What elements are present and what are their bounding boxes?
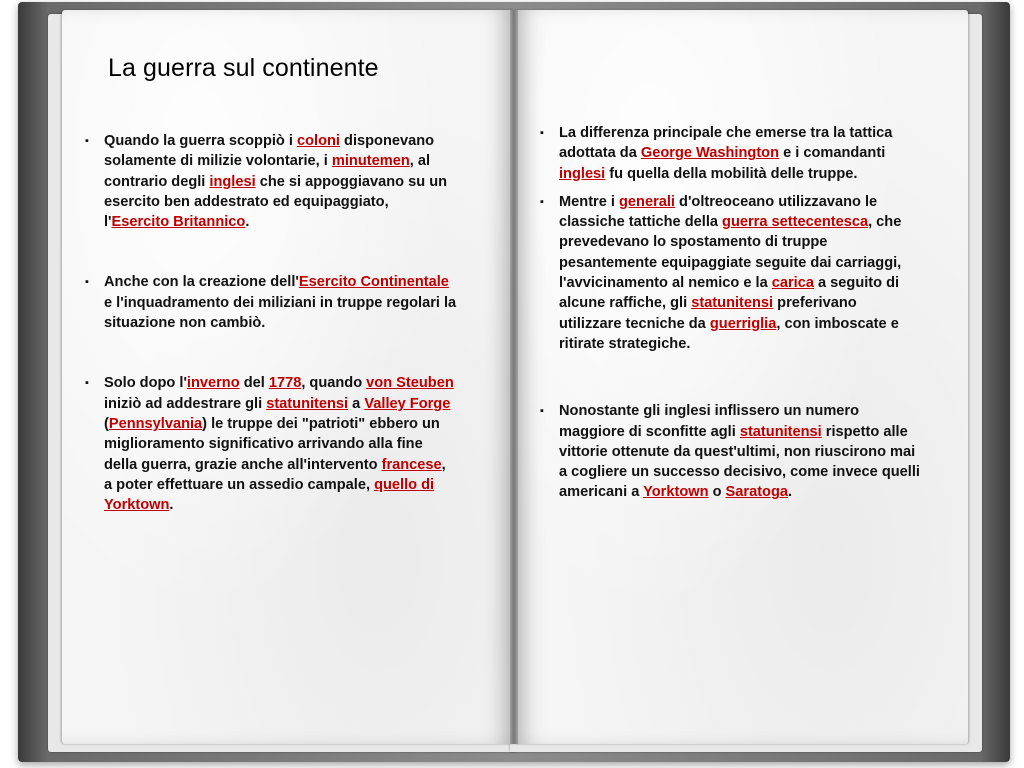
- bullet-text: disponevano solamente di milizie volontarie, i: [104, 133, 435, 170]
- bullet-text: iniziò ad addestrare gli: [104, 395, 267, 412]
- bullet-text: a: [348, 395, 365, 412]
- bullet-text: (: [104, 415, 109, 432]
- bullet-text: ) le truppe dei "patrioti" ebbero un miglioramento significativo arrivando alla fine della guerra, grazie anche all'intervento: [104, 415, 440, 473]
- bullet-text: , a poter effettuare un assedio campale,: [104, 456, 446, 493]
- bullet-text: , quando: [301, 375, 367, 392]
- bullet-text: e i comandanti: [779, 145, 886, 162]
- hyperlink[interactable]: Saratoga: [725, 484, 788, 501]
- bullet-item: [540, 123, 920, 184]
- hyperlink[interactable]: Esercito Continentale: [298, 274, 449, 291]
- bullet-text: La differenza principale che emerse tra la tattica adottata da: [559, 125, 893, 162]
- bullet-text: , al contrario degli: [104, 153, 431, 190]
- bullet-text: Mentre i: [559, 193, 620, 210]
- hyperlink[interactable]: Esercito Britannico: [111, 214, 246, 231]
- bullet-text: che si appoggiavano su un esercito ben addestrato ed equipaggiato, l': [104, 173, 448, 231]
- hyperlink[interactable]: Yorktown: [643, 484, 709, 501]
- hyperlink[interactable]: von Steuben: [366, 375, 454, 392]
- hyperlink[interactable]: guerra settecentesca: [722, 214, 869, 231]
- hyperlink[interactable]: guerriglia: [709, 315, 777, 332]
- bullet-item: [85, 272, 457, 333]
- bullet-text: .: [788, 484, 793, 501]
- hyperlink[interactable]: carica: [771, 275, 814, 292]
- bullet-text: , con imboscate e ritirate strategiche.: [559, 315, 899, 352]
- bullet-text: Anche con la creazione dell': [104, 274, 299, 291]
- bullet-text: .: [245, 214, 250, 231]
- bullet-item: [540, 401, 920, 502]
- left-bullet-list: [85, 131, 457, 515]
- hyperlink[interactable]: 1778: [268, 375, 302, 392]
- bullet-text: Nonostante gli inglesi inflissero un numero maggiore di sconfitte agli: [559, 403, 860, 440]
- slide-title: La guerra sul continente: [108, 54, 379, 82]
- bullet-item: [85, 131, 457, 232]
- hyperlink[interactable]: francese: [381, 456, 442, 473]
- hyperlink[interactable]: statunitensi: [739, 423, 822, 440]
- bullet-text: Quando la guerra scoppiò i: [104, 133, 297, 149]
- bullet-text: Solo dopo l': [104, 375, 187, 392]
- right-bullet-list: [540, 123, 920, 503]
- bullet-text: preferivano utilizzare tecniche da: [559, 295, 857, 332]
- bullet-item: [540, 192, 920, 354]
- bullet-text: .: [169, 497, 174, 514]
- hyperlink[interactable]: statunitensi: [691, 295, 774, 312]
- bullet-text: o: [708, 484, 726, 501]
- book-spine: [510, 10, 518, 744]
- bullet-item: [85, 373, 457, 515]
- bullet-text: e l'inquadramento dei miliziani in truppe regolari la situazione non cambiò.: [104, 294, 457, 332]
- bullet-text: a seguito di alcune raffiche, gli: [559, 275, 900, 312]
- hyperlink[interactable]: quello di Yorktown: [104, 476, 435, 514]
- hyperlink[interactable]: coloni: [297, 133, 340, 149]
- hyperlink[interactable]: statunitensi: [266, 395, 349, 412]
- hyperlink[interactable]: inglesi: [559, 165, 606, 182]
- hyperlink[interactable]: inverno: [186, 375, 240, 392]
- bullet-text: rispetto alle vittorie ottenute da quest'ultimi, non riuscirono mai a cogliere un successo decisivo, come invece quelli americani a: [559, 423, 920, 501]
- hyperlink[interactable]: inglesi: [209, 173, 256, 190]
- hyperlink[interactable]: Valley Forge: [364, 395, 451, 412]
- hyperlink[interactable]: George Washington: [640, 145, 780, 162]
- bullet-text: , che prevedevano lo spostamento di truppe pesantemente equipaggiate seguite dai carriaggi, l'avvicinamento al nemico e la: [559, 214, 902, 292]
- hyperlink[interactable]: generali: [619, 193, 675, 210]
- hyperlink[interactable]: minutemen: [331, 153, 410, 170]
- bullet-text: del: [239, 375, 269, 392]
- hyperlink[interactable]: Pennsylvania: [108, 415, 203, 432]
- bullet-text: d'oltreoceano utilizzavano le classiche tattiche della: [559, 193, 878, 231]
- bullet-text: fu quella della mobilità delle truppe.: [605, 165, 858, 182]
